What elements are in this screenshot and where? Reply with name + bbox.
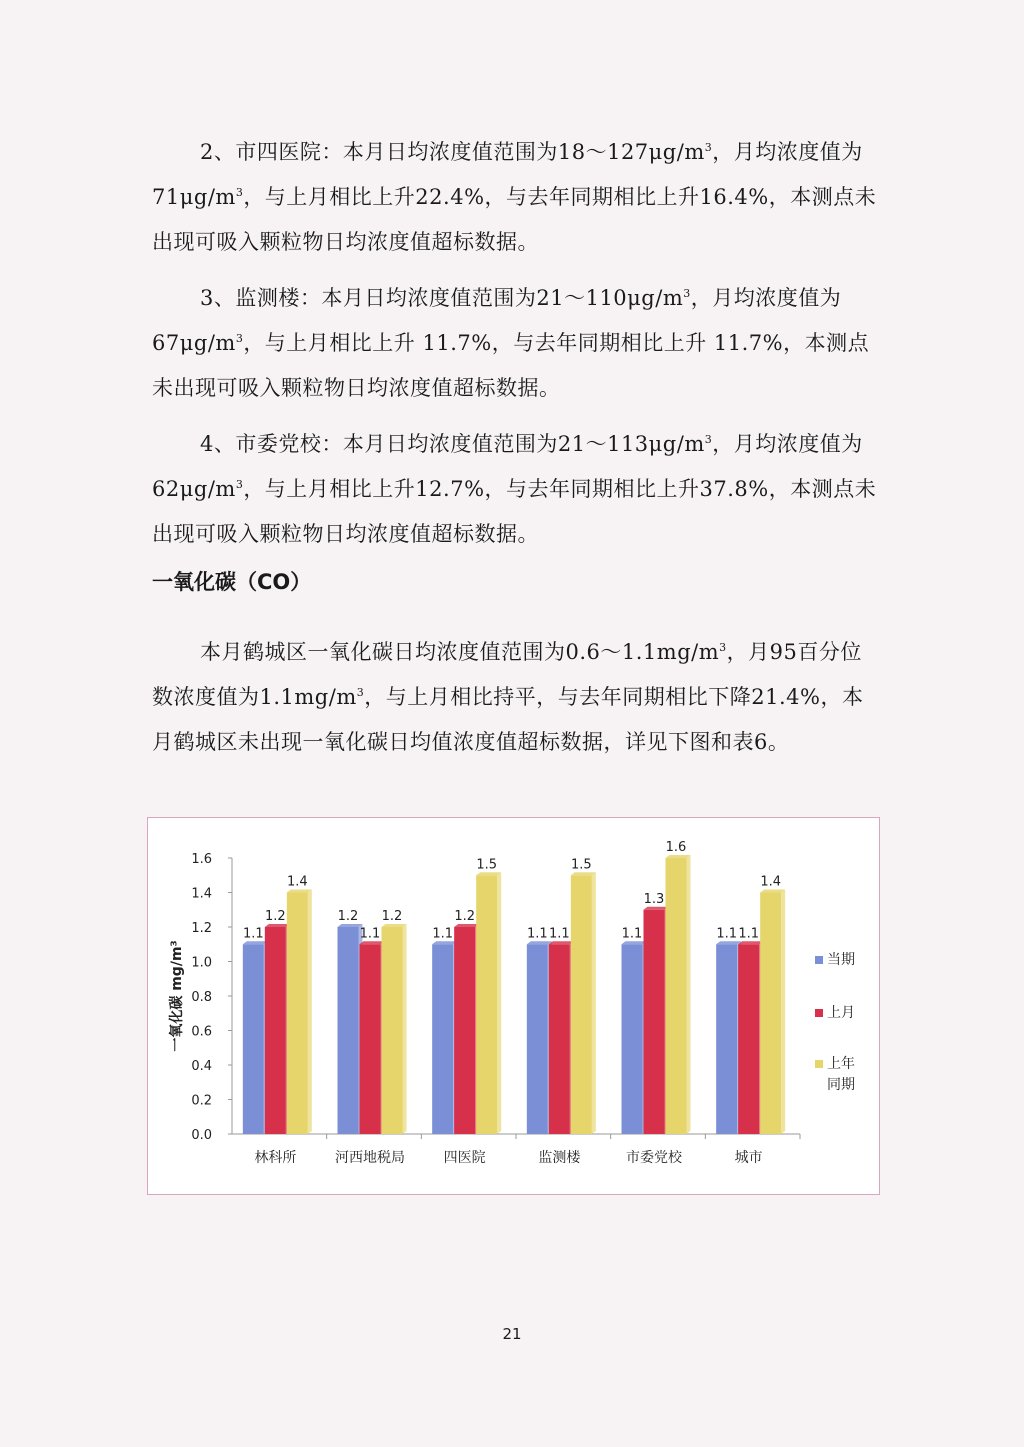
bar-top bbox=[382, 924, 407, 927]
co-bar-chart bbox=[148, 818, 878, 1193]
x-tick-label: 市委党校 bbox=[626, 1150, 682, 1166]
y-tick-label: 1.4 bbox=[191, 886, 212, 902]
p1-lead: 2、市四医院：本月日均浓度值范围为18～127μg/m bbox=[200, 140, 705, 164]
legend-swatch bbox=[815, 956, 823, 964]
y-tick-label: 0.0 bbox=[191, 1128, 212, 1143]
bar-value-label: 1.1 bbox=[738, 926, 760, 942]
paragraph-si-yiyuan bbox=[152, 130, 882, 265]
bar-上月 bbox=[549, 944, 570, 1134]
bar-当期 bbox=[243, 944, 264, 1134]
p1-tail: ，与上月相比上升22.4%，与去年同期相比上升16.4%，本测点未出现可吸入颗粒物日均浓度值超标数据。 bbox=[152, 185, 877, 254]
bar-value-label: 1.2 bbox=[454, 909, 476, 924]
bar-上年同期 bbox=[760, 893, 781, 1135]
co-bar-chart-frame bbox=[147, 817, 880, 1195]
bar-上年同期 bbox=[476, 875, 497, 1134]
p2-tail: ，与上月相比上升 11.7%，与去年同期相比上升 11.7%，本测点未出现可吸入颗粒物日均浓度值超标数据。 bbox=[152, 331, 870, 400]
p1-sup2: 3 bbox=[235, 186, 244, 199]
p4-tail: ，与上月相比持平，与去年同期相比下降21.4%，本月鹤城区未出现一氧化碳日均值浓度值超标数据，详见下图和表6。 bbox=[152, 685, 864, 754]
p1-sup1: 3 bbox=[704, 141, 713, 154]
p4-sup2: 3 bbox=[356, 686, 365, 699]
legend-label: 上月 bbox=[827, 1005, 855, 1021]
p2-lead: 3、监测楼：本月日均浓度值范围为21～110μg/m bbox=[200, 286, 684, 310]
p3-tail: ，与上月相比上升12.7%，与去年同期相比上升37.8%，本测点未出现可吸入颗粒物日均浓度值超标数据。 bbox=[152, 477, 877, 546]
paragraph-shiwei-dangxiao bbox=[152, 422, 882, 557]
bar-side bbox=[592, 872, 596, 1134]
y-tick-label: 1.0 bbox=[191, 955, 212, 971]
bar-value-label: 1.1 bbox=[359, 926, 381, 942]
section-heading-co: 一氧化碳（CO） bbox=[152, 570, 312, 594]
paragraph-jiance-lou bbox=[152, 276, 882, 411]
p3-lead: 4、市委党校：本月日均浓度值范围为21～113μg/m bbox=[200, 432, 705, 456]
bar-当期 bbox=[338, 927, 359, 1134]
bar-当期 bbox=[716, 944, 737, 1134]
y-tick-label: 0.6 bbox=[191, 1024, 212, 1040]
x-tick-label: 监测楼 bbox=[538, 1150, 581, 1166]
p1-mid: ，月均浓度值为71μg/m bbox=[152, 140, 863, 209]
bar-top bbox=[454, 924, 479, 927]
bar-top bbox=[644, 907, 669, 910]
bar-上月 bbox=[738, 944, 759, 1134]
bar-top bbox=[738, 941, 763, 944]
bar-上月 bbox=[454, 927, 475, 1134]
bar-当期 bbox=[622, 944, 643, 1134]
p2-sup1: 3 bbox=[683, 287, 691, 300]
bar-top bbox=[760, 890, 785, 893]
bar-top bbox=[432, 941, 457, 944]
y-tick-label: 0.2 bbox=[191, 1093, 212, 1109]
bar-value-label: 1.2 bbox=[381, 909, 403, 924]
bar-value-label: 1.2 bbox=[264, 909, 286, 924]
bar-value-label: 1.3 bbox=[643, 891, 665, 907]
bar-top bbox=[527, 941, 552, 944]
y-tick-label: 1.6 bbox=[191, 852, 212, 867]
bar-top bbox=[265, 924, 290, 927]
bar-上年同期 bbox=[571, 875, 592, 1134]
bar-side bbox=[308, 890, 312, 1135]
bar-value-label: 1.1 bbox=[432, 926, 454, 942]
bar-value-label: 1.1 bbox=[716, 926, 738, 942]
x-tick-label: 林科所 bbox=[254, 1150, 297, 1166]
bar-当期 bbox=[527, 944, 548, 1134]
bar-value-label: 1.1 bbox=[621, 926, 643, 942]
bar-上年同期 bbox=[287, 893, 308, 1135]
bar-上月 bbox=[360, 944, 381, 1134]
bar-value-label: 1.6 bbox=[665, 840, 687, 855]
x-tick-label: 四医院 bbox=[443, 1150, 486, 1166]
bar-top bbox=[549, 941, 574, 944]
p3-sup2: 3 bbox=[235, 478, 244, 491]
legend-swatch bbox=[815, 1009, 823, 1017]
bar-value-label: 1.5 bbox=[476, 857, 498, 873]
bar-value-label: 1.4 bbox=[286, 874, 308, 890]
legend-swatch bbox=[815, 1060, 823, 1068]
bar-value-label: 1.1 bbox=[548, 926, 570, 942]
bar-side bbox=[781, 890, 785, 1135]
p3-mid: ，月均浓度值为62μg/m bbox=[152, 432, 863, 501]
p4-lead: 本月鹤城区一氧化碳日均浓度值范围为0.6～1.1mg/m bbox=[200, 640, 720, 664]
page-number: 21 bbox=[502, 1325, 522, 1343]
x-tick-label: 城市 bbox=[734, 1150, 763, 1166]
bar-上年同期 bbox=[666, 858, 687, 1134]
bar-side bbox=[687, 855, 691, 1134]
bar-value-label: 1.1 bbox=[242, 926, 264, 942]
legend-label: 同期 bbox=[827, 1077, 855, 1093]
p4-mid: ，月95百分位数浓度值为1.1mg/m bbox=[152, 640, 862, 709]
bar-当期 bbox=[432, 944, 453, 1134]
p4-sup1: 3 bbox=[719, 641, 727, 654]
bar-上月 bbox=[265, 927, 286, 1134]
bar-value-label: 1.4 bbox=[760, 874, 782, 890]
bar-side bbox=[403, 924, 407, 1134]
bar-value-label: 1.1 bbox=[526, 926, 548, 942]
y-axis-label: 一氧化碳 mg/m³ bbox=[169, 940, 185, 1052]
bar-top bbox=[666, 855, 691, 858]
paragraph-co-summary bbox=[152, 630, 882, 765]
p3-sup1: 3 bbox=[704, 433, 713, 446]
bar-上月 bbox=[644, 910, 665, 1134]
bar-top bbox=[360, 941, 385, 944]
bar-top bbox=[622, 941, 647, 944]
bar-top bbox=[476, 872, 501, 875]
x-tick-label: 河西地税局 bbox=[335, 1150, 405, 1166]
y-tick-label: 1.2 bbox=[191, 921, 212, 936]
bar-value-label: 1.2 bbox=[337, 909, 359, 924]
y-tick-label: 0.8 bbox=[191, 990, 212, 1005]
legend-label: 上年 bbox=[827, 1056, 855, 1072]
p2-sup2: 3 bbox=[235, 332, 244, 345]
bar-value-label: 1.5 bbox=[570, 857, 592, 873]
bar-top bbox=[287, 890, 312, 893]
y-tick-label: 0.4 bbox=[191, 1059, 212, 1074]
p2-mid: ，月均浓度值为67μg/m bbox=[152, 286, 842, 355]
bar-top bbox=[571, 872, 596, 875]
legend-label: 当期 bbox=[827, 952, 855, 968]
bar-上年同期 bbox=[382, 927, 403, 1134]
bar-top bbox=[716, 941, 741, 944]
bar-top bbox=[243, 941, 268, 944]
bar-side bbox=[497, 872, 501, 1134]
